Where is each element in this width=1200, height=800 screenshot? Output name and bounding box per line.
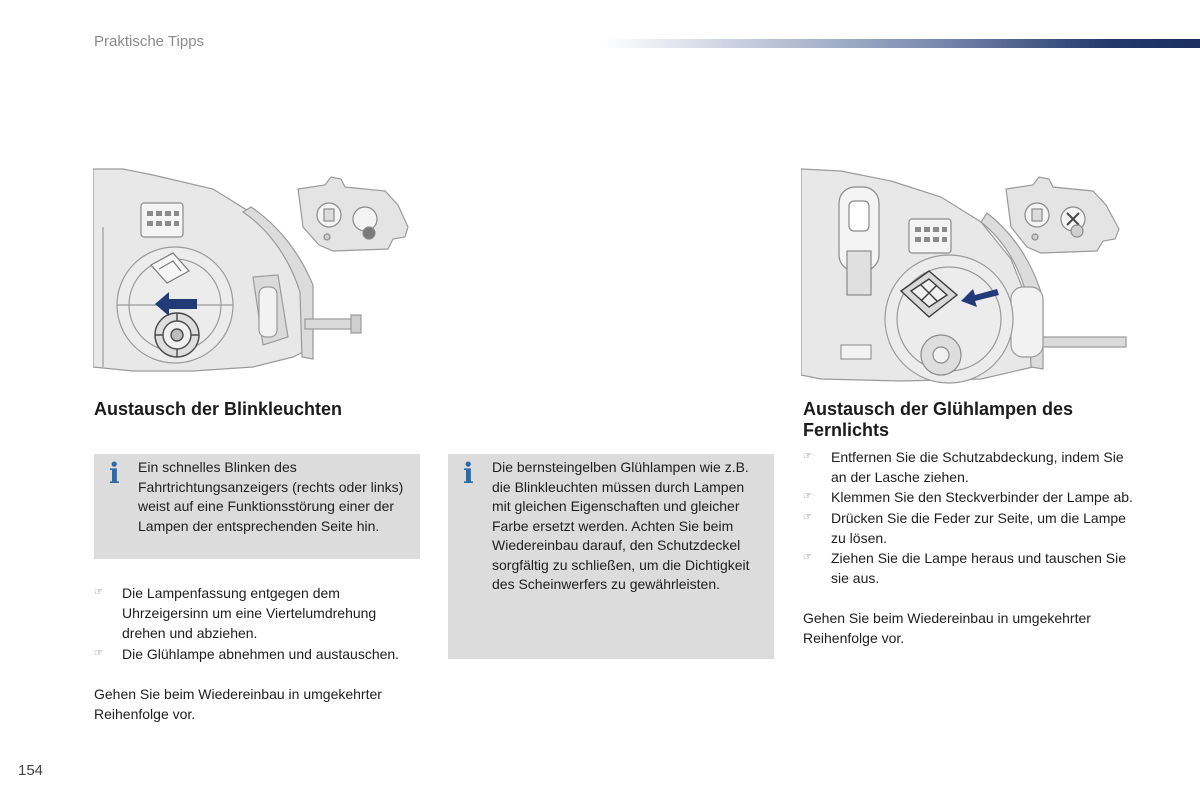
header-accent-bar: [603, 39, 1200, 48]
info-text: Die bernsteingelben Glühlampen wie z.B. die Blinkleuchten müssen durch Lampen mit gleichen Eigenschaften und gleicher Farbe ersetzt werden. Achten Sie beim Wiedereinbau darauf, den Schutzdeckel sorgfältig zu schließen, um die Dichtigkeit des Scheinwerfers zu gewährleisten.: [492, 459, 750, 592]
reassembly-note: Gehen Sie beim Wiedereinbau in umgekehrter Reihenfolge vor.: [803, 610, 1091, 647]
info-text: Ein schnelles Blinken des Fahrtrichtungsanzeigers (rechts oder links) weist auf eine Funktionsstörung einer der Lampen der entsprechenden Seite hin.: [138, 459, 404, 534]
hand-pointer-icon: ☞: [803, 451, 812, 462]
turn-signal-steps: [94, 583, 414, 664]
hand-pointer-icon: ☞: [803, 552, 812, 564]
list-item: ☞ Die Glühlampe abnehmen und austauschen.: [94, 644, 414, 664]
high-beam-steps: [803, 447, 1133, 588]
info-box-bulb-color: [448, 454, 774, 659]
hand-pointer-icon: ☞: [803, 491, 812, 503]
hand-pointer-icon: ☞: [803, 511, 812, 523]
high-beam-title: Austausch der Glühlampen des Fernlichts: [803, 399, 1074, 440]
section-header: Praktische Tipps: [94, 33, 205, 50]
hand-pointer-icon: ☞: [94, 587, 103, 598]
list-item: ☞ Entfernen Sie die Schutzabdeckung, indem Sie an der Lasche ziehen.: [803, 449, 1124, 486]
list-item: ☞ Klemmen Sie den Steckverbinder der Lampe ab.: [803, 487, 1133, 507]
high-beam-illustration: [801, 167, 1129, 385]
reassembly-note: Gehen Sie beim Wiedereinbau in umgekehrter Reihenfolge vor.: [94, 686, 382, 723]
info-icon: i: [109, 457, 120, 490]
page-number: 154: [18, 762, 44, 779]
list-item: ☞ Drücken Sie die Feder zur Seite, um die Lampe zu lösen.: [803, 509, 1126, 546]
info-icon: i: [463, 457, 474, 490]
list-item: ☞ Ziehen Sie die Lampe heraus und tauschen Sie sie aus.: [803, 550, 1126, 587]
info-box-turn-signal: [94, 454, 420, 559]
turn-signal-illustration: [93, 167, 413, 385]
turn-signal-title: Austausch der Blinkleuchten: [94, 399, 343, 419]
list-item: ☞ Die Lampenfassung entgegen dem Uhrzeigersinn um eine Viertelumdrehung drehen und abziehen.: [94, 585, 377, 642]
hand-pointer-icon: ☞: [94, 647, 103, 659]
